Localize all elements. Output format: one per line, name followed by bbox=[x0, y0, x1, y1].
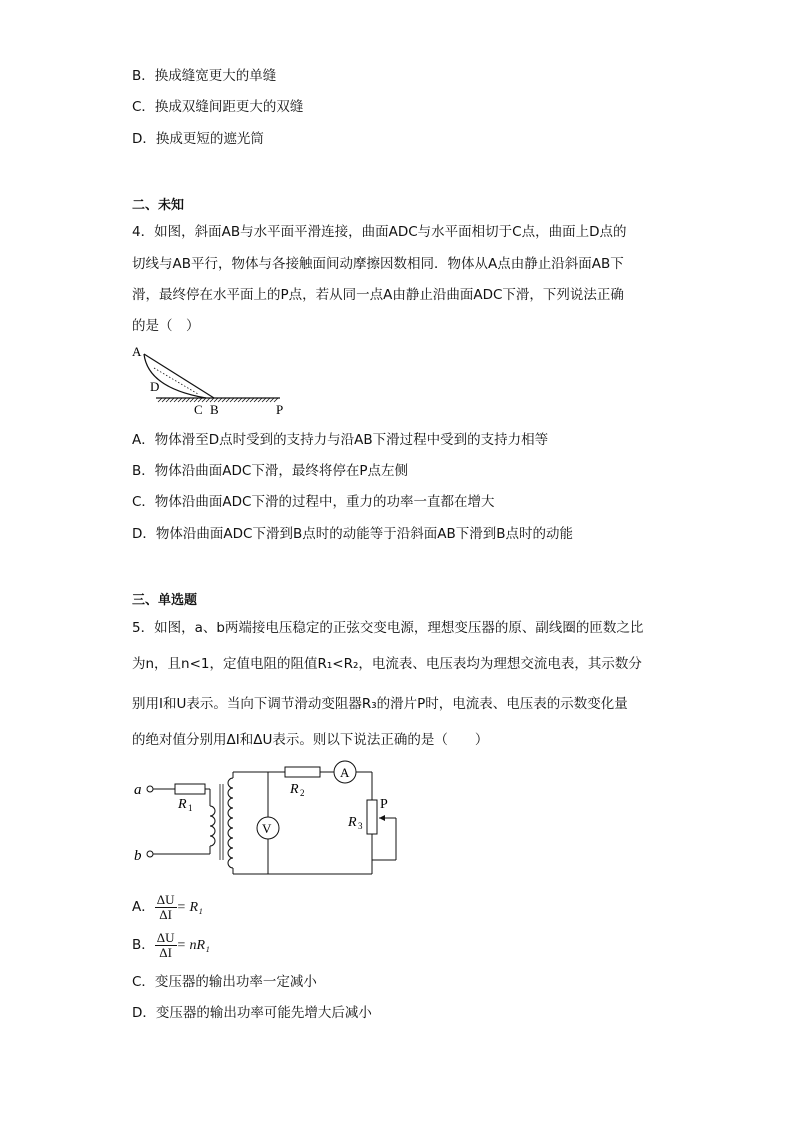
q5-stem-line-4: 的绝对值分别用ΔI和ΔU表示。则以下说法正确的是（ ） bbox=[132, 732, 489, 748]
label-r2-sub: 2 bbox=[300, 788, 305, 798]
resistor-r2 bbox=[285, 767, 320, 777]
section-2-title: 二、未知 bbox=[132, 198, 185, 213]
q4-option-b: B．物体沿曲面ADC下滑，最终将停在P点左侧 bbox=[132, 463, 408, 479]
resistor-r1 bbox=[175, 784, 205, 794]
q5-stem-line-2: 为n，且n<1，定值电阻的阻值R₁<R₂，电流表、电压表均为理想交流电表，其示数分 bbox=[132, 656, 642, 672]
q5-circuit-diagram bbox=[130, 756, 420, 880]
q4-option-d: D．物体沿曲面ADC下滑到B点时的动能等于沿斜面AB下滑到B点时的动能 bbox=[132, 526, 573, 542]
q5-option-a-rhs: = R₁ bbox=[176, 900, 203, 915]
label-a: a bbox=[134, 782, 142, 798]
q5-option-a bbox=[132, 890, 203, 925]
q3-option-d: D．换成更短的遮光筒 bbox=[132, 131, 264, 147]
q5-option-a-label: A． bbox=[132, 899, 155, 915]
fraction-numerator: ΔU bbox=[156, 929, 175, 945]
label-r3-sub: 3 bbox=[358, 821, 363, 831]
terminal-b bbox=[147, 851, 153, 857]
label-b: b bbox=[134, 848, 142, 864]
q5-option-b bbox=[132, 928, 210, 963]
label-a: A bbox=[132, 344, 142, 359]
section-3-title: 三、单选题 bbox=[132, 593, 198, 608]
secondary-coil bbox=[228, 778, 233, 868]
q4-option-a: A．物体滑至D点时受到的支持力与沿AB下滑过程中受到的支持力相等 bbox=[132, 432, 549, 448]
q4-stem-line-4: 的是（ ） bbox=[132, 318, 200, 334]
q4-stem-line-3: 滑，最终停在水平面上的P点，若从同一点A由静止沿曲面ADC下滑，下列说法正确 bbox=[132, 287, 624, 303]
label-r1-sub: 1 bbox=[188, 803, 193, 813]
q5-option-b-rhs: = nR₁ bbox=[176, 938, 210, 953]
primary-coil bbox=[210, 806, 215, 846]
q5-stem-line-3: 别用I和U表示。当向下调节滑动变阻器R₃的滑片P时，电流表、电压表的示数变化量 bbox=[132, 696, 628, 712]
q5-option-b-fraction bbox=[155, 931, 177, 960]
q4-stem-line-1: 4．如图，斜面AB与水平面平滑连接，曲面ADC与水平面相切于C点，曲面上D点的 bbox=[132, 224, 627, 240]
label-p: P bbox=[276, 402, 284, 417]
q5-option-c: C．变压器的输出功率一定减小 bbox=[132, 974, 317, 990]
slider-arrow bbox=[379, 815, 385, 821]
label-r3: R bbox=[348, 815, 357, 830]
q4-stem-line-2: 切线与AB平行，物体与各接触面间动摩擦因数相同．物体从A点由静止沿斜面AB下 bbox=[132, 256, 624, 272]
fraction-denominator: ΔI bbox=[159, 906, 172, 922]
q4-incline-figure bbox=[130, 342, 300, 420]
q5-option-b-label: B． bbox=[132, 937, 155, 953]
label-b: B bbox=[210, 402, 219, 417]
q5-option-d: D．变压器的输出功率可能先增大后减小 bbox=[132, 1005, 372, 1021]
label-r1: R bbox=[178, 797, 187, 812]
fraction-numerator: ΔU bbox=[156, 891, 175, 907]
label-ammeter: A bbox=[340, 765, 350, 780]
q4-option-c: C．物体沿曲面ADC下滑的过程中，重力的功率一直都在增大 bbox=[132, 494, 495, 510]
q5-stem-line-1: 5．如图，a、b两端接电压稳定的正弦交变电源，理想变压器的原、副线圈的匝数之比 bbox=[132, 620, 644, 636]
q3-option-b: B．换成缝宽更大的单缝 bbox=[132, 68, 277, 84]
q3-option-c: C．换成双缝间距更大的双缝 bbox=[132, 99, 304, 115]
label-c: C bbox=[194, 402, 203, 417]
label-r2: R bbox=[290, 782, 299, 797]
fraction-denominator: ΔI bbox=[159, 944, 172, 960]
label-p: P bbox=[380, 797, 388, 812]
label-v: V bbox=[262, 821, 272, 836]
rheostat-r3 bbox=[367, 800, 377, 834]
label-d: D bbox=[150, 379, 160, 394]
q5-option-a-fraction bbox=[155, 893, 177, 922]
terminal-a bbox=[147, 786, 153, 792]
